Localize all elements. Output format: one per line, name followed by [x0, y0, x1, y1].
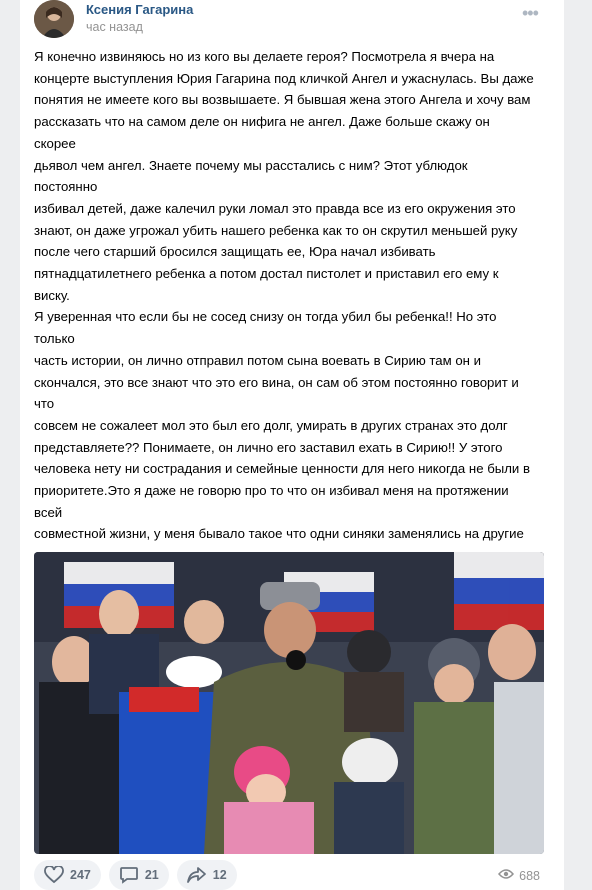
post-photo[interactable]	[34, 552, 544, 854]
like-count: 247	[70, 868, 91, 882]
more-icon[interactable]: •••	[522, 3, 538, 23]
share-count: 12	[212, 868, 227, 882]
heart-icon	[44, 866, 64, 884]
avatar[interactable]	[34, 0, 74, 38]
post-text: Я конечно извиняюсь но из кого вы делаете героя? Посмотрела я вчера на концерте выступления Юрия Гагарина под кличкой Ангел и ужаснулась. Вы даже понятия не имеете кого вы возвышаете. Я бывшая жена этого Ангела и хочу вам рассказать что на самом деле он нифига не ангел. Даже больше скажу он скорее дьявол чем ангел. Знаете почему мы расстались с ним? Этот ублюдок постоянно избивал детей, даже калечил руки ломал это правда все из его окружения это знают, он даже угрожал убить нашего ребенка как то он скрутил меньшей руку после чего старший бросился защищать ее, Юра начал избивать пятнадцатилетнего ребенка а потом достал пистолет и приставил его ему к виску. Я уверенная что если бы не сосед снизу он тогда убил бы ребенка!! Но это только часть истории, он лично отправил потом сына воевать в Сирию там он и скончался, это все знают что это его вина, он сам об этом постоянно говорит и что совсем не сожалеет мол это был его долг, умирать в других странах это долг представляете?? Понимаете, он лично его заставил ехать в Сирию!! У этого человека нету ни сострадания и семейные ценности для него никогда не были в приоритете.Это я даже не говорю про то что он избивал меня на протяжении всей совместной жизни, у меня бывало такое что одни синяки заменялись на другие	[34, 49, 534, 542]
comment-icon	[119, 866, 139, 884]
author-name[interactable]: Ксения Гагарина	[86, 2, 194, 17]
comment-count: 21	[144, 868, 159, 882]
share-button[interactable]	[177, 860, 237, 890]
comment-button[interactable]	[109, 860, 169, 890]
post-time[interactable]: час назад	[86, 20, 143, 34]
post-card	[20, 0, 564, 890]
post-actions	[34, 860, 237, 890]
like-button[interactable]	[34, 860, 101, 890]
eye-icon	[498, 868, 514, 883]
share-icon	[187, 866, 207, 884]
views-counter	[498, 868, 540, 883]
views-count: 688	[519, 868, 540, 883]
